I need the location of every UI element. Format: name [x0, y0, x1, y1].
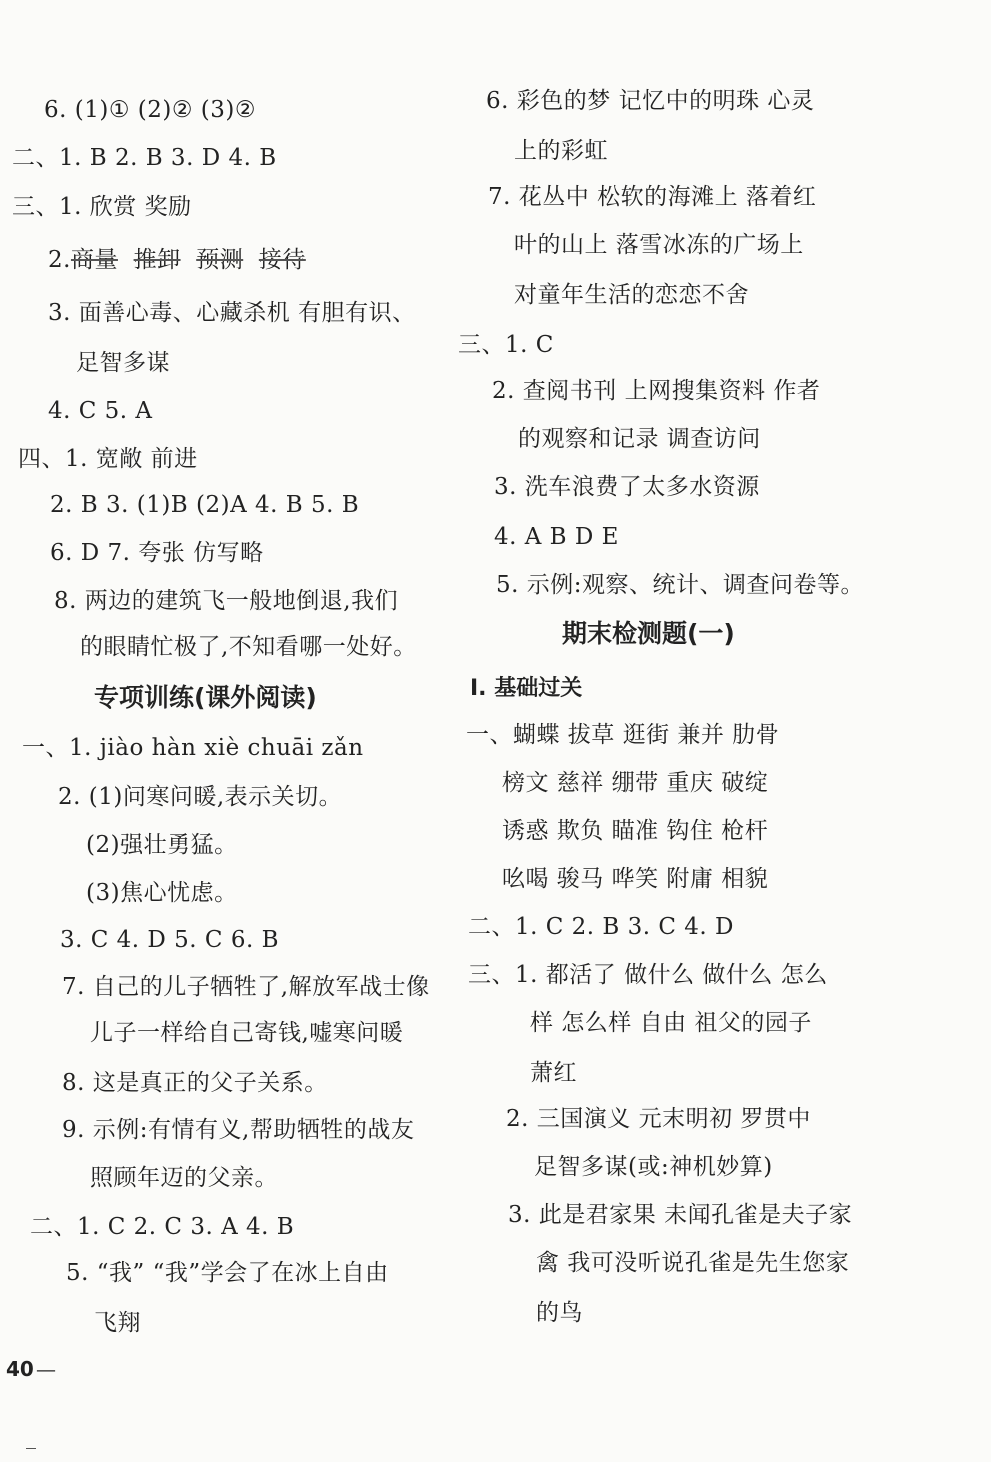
answer-line: 三、1. 都活了 做什么 做什么 怎么 [468, 962, 828, 988]
answer-line: 照顾年迈的父亲。 [90, 1165, 278, 1191]
answer-line: 一、1. jiào hàn xiè chuāi zǎn [22, 735, 364, 761]
answer-line: 2. B 3. (1)B (2)A 4. B 5. B [50, 492, 360, 518]
answer-line: 二、1. B 2. B 3. D 4. B [12, 145, 277, 171]
answer-line: 4. A B D E [494, 524, 619, 550]
answer-line: 8. 两边的建筑飞一般地倒退,我们 [54, 588, 399, 614]
page-number: 40 [6, 1357, 34, 1381]
answer-line: 二、1. C 2. C 3. A 4. B [30, 1214, 295, 1240]
answer-line: 8. 这是真正的父子关系。 [62, 1070, 328, 1096]
answer-line: 3. 面善心毒、心藏杀机 有胆有识、 [48, 300, 416, 326]
answer-line: 榜文 慈祥 绷带 重庆 破绽 [502, 770, 769, 796]
item-number: 2. [48, 247, 71, 273]
answer-line: 2. (1)问寒问暖,表示关切。 [58, 784, 343, 810]
answer-line: 足智多谋(或:神机妙算) [534, 1154, 773, 1180]
struck-word: 接待 [258, 247, 306, 273]
answer-line: 儿子一样给自己寄钱,嘘寒问暖 [90, 1020, 404, 1046]
answer-line: 3. C 4. D 5. C 6. B [60, 927, 279, 953]
answer-line: 二、1. C 2. B 3. C 4. D [468, 914, 734, 940]
answer-line: 7. 花丛中 松软的海滩上 落着红 [488, 184, 817, 210]
answer-line: 三、1. 欣赏 奖励 [12, 194, 192, 220]
answer-line: 一、蝴蝶 拔草 逛街 兼并 肋骨 [466, 722, 780, 748]
answer-line: 的眼睛忙极了,不知看哪一处好。 [80, 634, 417, 660]
answer-line: 3. 洗车浪费了太多水资源 [494, 474, 760, 500]
answer-line: 三、1. C [458, 332, 554, 358]
answer-line: 6. (1)① (2)② (3)② [44, 97, 256, 123]
section-heading: 期末检测题(一) [562, 619, 735, 648]
answer-line: 6. 彩色的梦 记忆中的明珠 心灵 [486, 88, 815, 114]
answer-line: 萧红 [530, 1060, 577, 1086]
answer-line: 的观察和记录 调查访问 [518, 426, 761, 452]
crop-mark [26, 1448, 36, 1449]
answer-line: 飞翔 [94, 1310, 141, 1336]
answer-line: 足智多谋 [76, 350, 170, 376]
struck-word: 预测 [196, 247, 244, 273]
answer-line: 3. 此是君家果 未闻孔雀是夫子家 [508, 1202, 853, 1228]
answer-line: (3)焦心忧虑。 [86, 880, 238, 906]
answer-line: 2. 查阅书刊 上网搜集资料 作者 [492, 378, 821, 404]
struck-word: 推卸 [133, 247, 181, 273]
answer-line: 叶的山上 落雪冰冻的广场上 [514, 232, 804, 258]
answer-line: 对童年生活的恋恋不舍 [514, 282, 749, 308]
struck-word: 商量 [70, 247, 118, 273]
answer-line: 吆喝 骏马 哗笑 附庸 相貌 [502, 866, 769, 892]
answer-line: 4. C 5. A [48, 398, 153, 424]
answer-line: 5. 示例:观察、统计、调查问卷等。 [496, 572, 865, 598]
answer-line: 的鸟 [536, 1300, 583, 1326]
answer-line: 四、1. 宽敞 前进 [18, 446, 198, 472]
answer-line-struck-words [48, 245, 306, 275]
answer-line: 7. 自己的儿子牺牲了,解放军战士像 [62, 974, 430, 1000]
section-heading: 专项训练(课外阅读) [94, 683, 317, 712]
answer-line: 6. D 7. 夸张 仿写略 [50, 540, 264, 566]
answer-line: 上的彩虹 [514, 138, 608, 164]
answer-line: 禽 我可没听说孔雀是先生您家 [536, 1250, 850, 1276]
answer-line: 2. 三国演义 元末明初 罗贯中 [506, 1106, 811, 1132]
subsection-heading: Ⅰ. 基础过关 [470, 676, 583, 701]
answer-line: 9. 示例:有情有义,帮助牺牲的战友 [62, 1117, 415, 1143]
answer-line: 5. “我” “我”学会了在冰上自由 [66, 1260, 389, 1286]
answer-line: (2)强壮勇猛。 [86, 832, 238, 858]
answer-line: 样 怎么样 自由 祖父的园子 [530, 1010, 812, 1036]
answer-line: 诱惑 欺负 瞄准 钩住 枪杆 [502, 818, 769, 844]
page-number-dash: — [36, 1357, 56, 1381]
